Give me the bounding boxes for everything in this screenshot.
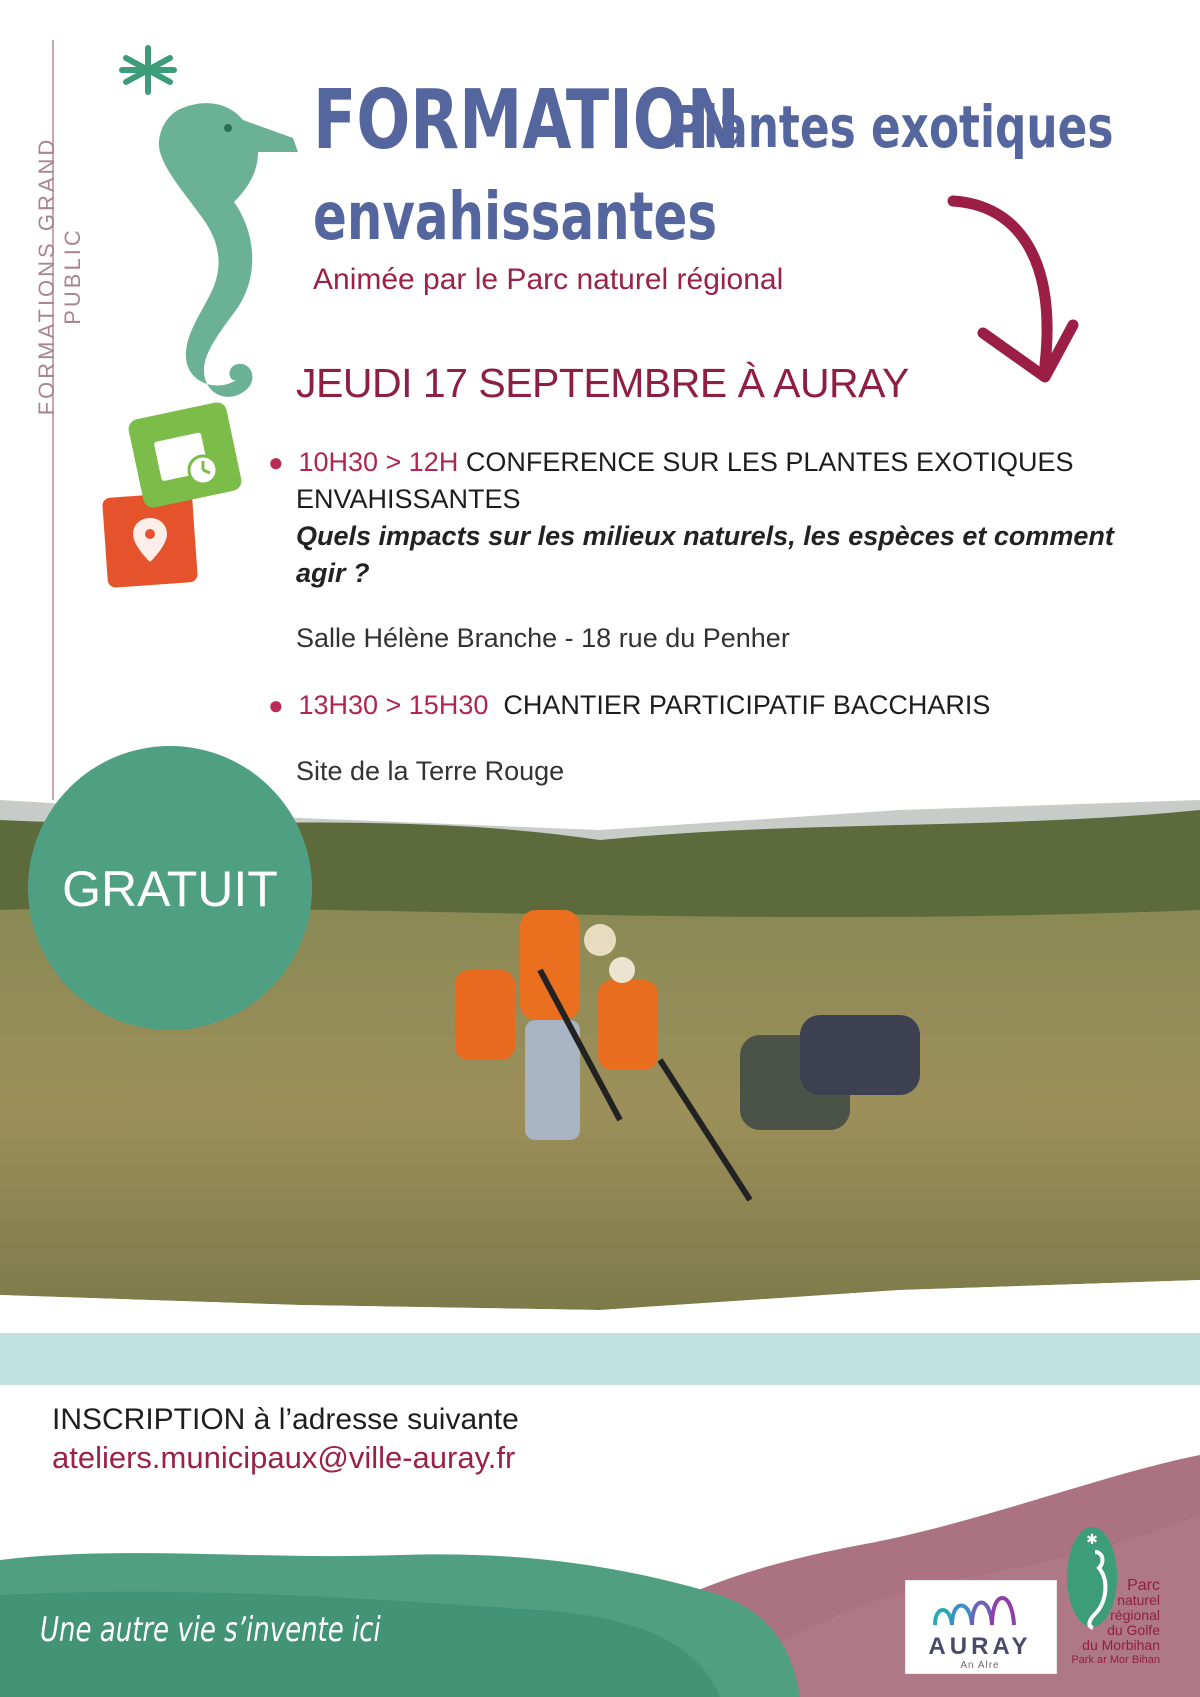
- agenda-item-1-header: [268, 447, 1073, 478]
- agenda-place: Site de la Terre Rouge: [296, 756, 565, 786]
- seahorse-illustration: [108, 40, 308, 420]
- side-label: FORMATIONS GRAND PUBLIC: [34, 136, 85, 416]
- gratuit-label: GRATUIT: [62, 861, 278, 917]
- title-topic-line1: Plantes exotiques: [671, 93, 1114, 161]
- title-formation: FORMATION: [313, 73, 740, 168]
- starfish-icon: [122, 48, 174, 92]
- title-topic-line2: envahissantes: [313, 178, 718, 255]
- agenda-question: Quels impacts sur les milieux naturels, les espèces et comment: [296, 521, 1114, 551]
- bullet-icon: ●: [268, 690, 291, 720]
- parc-logo-text: [1060, 1578, 1160, 1668]
- inscription-label: INSCRIPTION à l’adresse suivante: [52, 1403, 519, 1436]
- curved-arrow-icon: [945, 185, 1085, 400]
- parc-line: du Golfe: [1107, 1622, 1160, 1638]
- agenda-item-2-header: [268, 690, 990, 721]
- seahorse-icon: [159, 103, 298, 397]
- auray-logo-name: AURAY: [928, 1633, 1032, 1660]
- agenda-time: 10H30 > 12H: [298, 447, 459, 477]
- parc-line: du Morbihan: [1082, 1637, 1160, 1653]
- parc-line: Park ar Mor Bihan: [1071, 1654, 1160, 1666]
- calendar-clock-icon: [127, 401, 244, 510]
- subtitle: Animée par le Parc naturel régional: [313, 263, 784, 296]
- slogan: Une autre vie s’invente ici: [40, 1610, 381, 1650]
- parc-line: Parc: [1127, 1577, 1160, 1594]
- page-title: [313, 73, 1114, 168]
- event-date: JEUDI 17 SEPTEMBRE À AURAY: [296, 360, 909, 406]
- svg-text:✱: ✱: [1086, 1532, 1098, 1548]
- agenda-place: Salle Hélène Branche - 18 rue du Penher: [296, 623, 790, 653]
- agenda-time: 13H30 > 15H30: [298, 690, 489, 720]
- agenda-title: CHANTIER PARTICIPATIF BACCHARIS: [503, 690, 991, 720]
- teal-band: [0, 1333, 1200, 1385]
- agenda-title-cont: ENVAHISSANTES: [296, 484, 521, 514]
- agenda-title: CONFERENCE SUR LES PLANTES EXOTIQUES: [465, 447, 1074, 477]
- inscription-email[interactable]: ateliers.municipaux@ville-auray.fr: [52, 1440, 516, 1475]
- agenda-question-cont: agir ?: [296, 558, 370, 588]
- auray-logo-sub: An Alre: [960, 1660, 1000, 1671]
- info-icons: [95, 400, 255, 600]
- bullet-icon: ●: [268, 447, 291, 477]
- parc-line: régional: [1110, 1607, 1160, 1623]
- parc-line: naturel: [1117, 1592, 1160, 1608]
- auray-logo-mark-icon: [930, 1585, 1030, 1630]
